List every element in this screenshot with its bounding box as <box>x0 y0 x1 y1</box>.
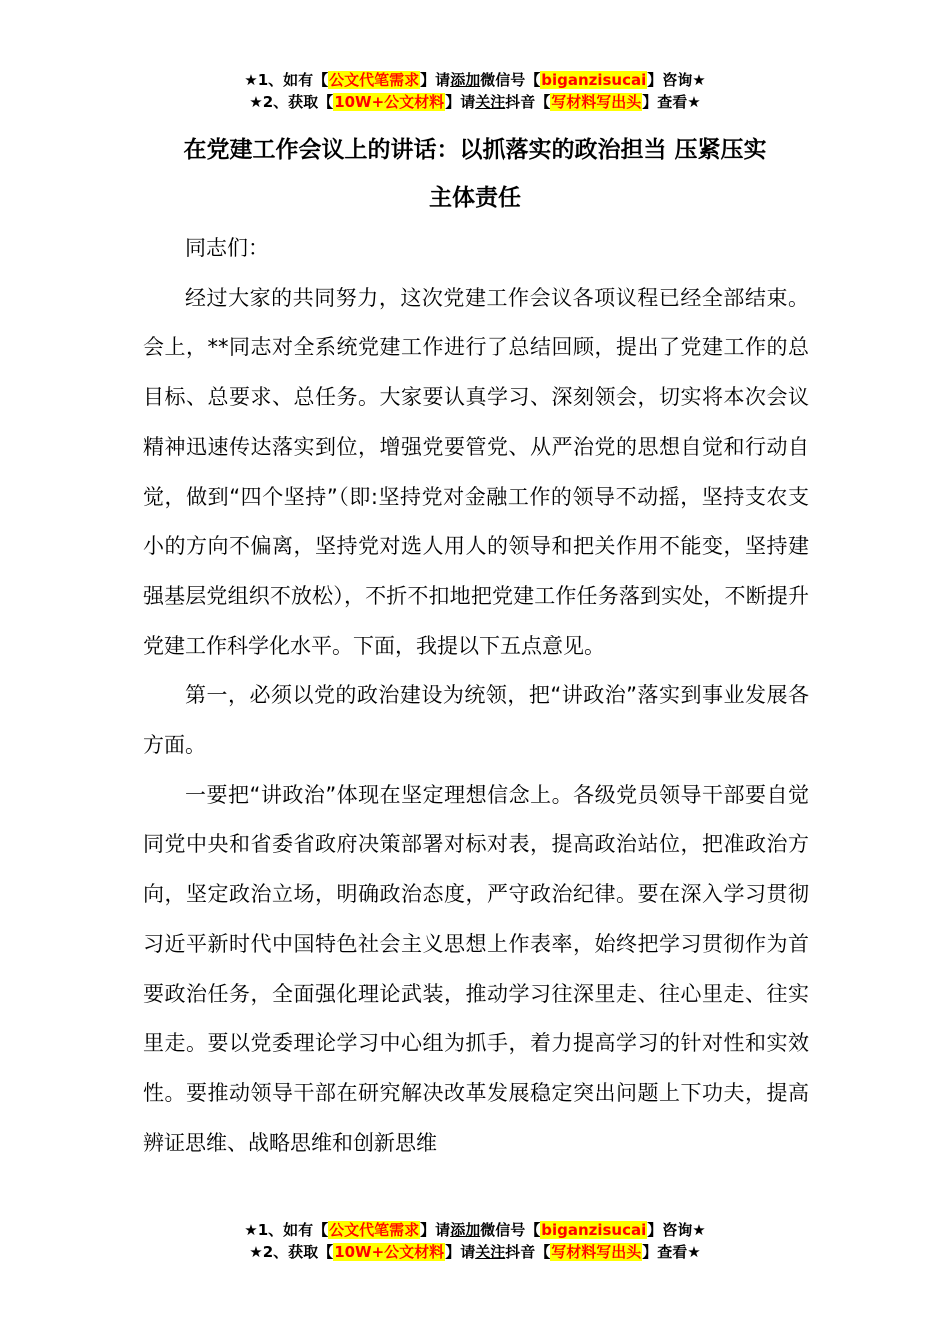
document-title <box>100 126 850 222</box>
banner-text: 】咨询★ <box>647 1221 706 1239</box>
banner-text: 】查看★ <box>642 1243 701 1261</box>
banner-highlight: 10W+公文材料 <box>334 1243 445 1261</box>
banner-text: 】咨询★ <box>647 71 706 89</box>
banner-line-1 <box>0 69 950 91</box>
footer-banner <box>0 1219 950 1263</box>
banner-line-2 <box>0 1241 950 1263</box>
banner-highlight: 公文代笔需求 <box>329 1221 420 1239</box>
banner-highlight: 公文代笔需求 <box>329 71 420 89</box>
banner-text: 】请 <box>420 71 451 89</box>
banner-text: ★2、获取【 <box>249 93 334 111</box>
banner-text: 微信号【 <box>480 1221 541 1239</box>
paragraph: 经过大家的共同努力，这次党建工作会议各项议程已经全部结束。会上，**同志对全系统党建工作进行了总结回顾，提出了党建工作的总目标、总要求、总任务。大家要认真学习、深刻领会，切实将本次会议精神迅速传达落实到位，增强党要管党、从严治党的思想自觉和行动自觉，做到“四个坚持”（即:坚持党对金融工作的领导不动摇，坚持支农支小的方向不偏离，坚持党对选人用人的领导和把关作用不能变，坚持建强基层党组织不放松），不折不扣地把党建工作任务落到实处，不断提升党建工作科学化水平。下面，我提以下五点意见。 <box>143 285 809 658</box>
banner-text: ★2、获取【 <box>249 1243 334 1261</box>
banner-highlight: biganzisucai <box>541 71 647 89</box>
banner-underline: 添加 <box>450 71 481 89</box>
banner-highlight: biganzisucai <box>541 1221 647 1239</box>
banner-text: 】请 <box>420 1221 451 1239</box>
salutation: 同志们： <box>185 236 269 260</box>
banner-text: 】查看★ <box>642 93 701 111</box>
banner-line-1 <box>0 1219 950 1241</box>
banner-highlight: 写材料写出头 <box>551 93 642 111</box>
header-banner <box>0 69 950 113</box>
banner-text: 】请 <box>445 93 476 111</box>
document-body <box>143 224 809 1168</box>
banner-text: 】请 <box>445 1243 476 1261</box>
paragraph: 第一，必须以党的政治建设为统领，把“讲政治”落实到事业发展各方面。 <box>143 683 809 758</box>
banner-text: ★1、如有【 <box>244 1221 329 1239</box>
banner-underline: 关注 <box>475 93 506 111</box>
banner-text: 微信号【 <box>480 71 541 89</box>
banner-underline: 关注 <box>475 1243 506 1261</box>
title-line-1: 在党建工作会议上的讲话：以抓落实的政治担当 压紧压实 <box>183 137 767 163</box>
paragraph: 一要把“讲政治”体现在坚定理想信念上。各级党员领导干部要自觉同党中央和省委省政府决策部署对标对表，提高政治站位，把准政治方向，坚定政治立场，明确政治态度，严守政治纪律。要在深入学习贯彻习近平新时代中国特色社会主义思想上作表率，始终把学习贯彻作为首要政治任务，全面强化理论武装，推动学习往深里走、往心里走、往实里走。要以党委理论学习中心组为抓手，着力提高学习的针对性和实效性。要推动领导干部在研究解决改革发展稳定突出问题上下功夫，提高辨证思维、战略思维和创新思维 <box>143 782 809 1155</box>
banner-highlight: 10W+公文材料 <box>334 93 445 111</box>
banner-line-2 <box>0 91 950 113</box>
banner-text: 抖音【 <box>505 1243 551 1261</box>
title-line-2: 主体责任 <box>429 185 521 211</box>
banner-highlight: 写材料写出头 <box>551 1243 642 1261</box>
banner-text: 抖音【 <box>505 93 551 111</box>
banner-underline: 添加 <box>450 1221 481 1239</box>
banner-text: ★1、如有【 <box>244 71 329 89</box>
